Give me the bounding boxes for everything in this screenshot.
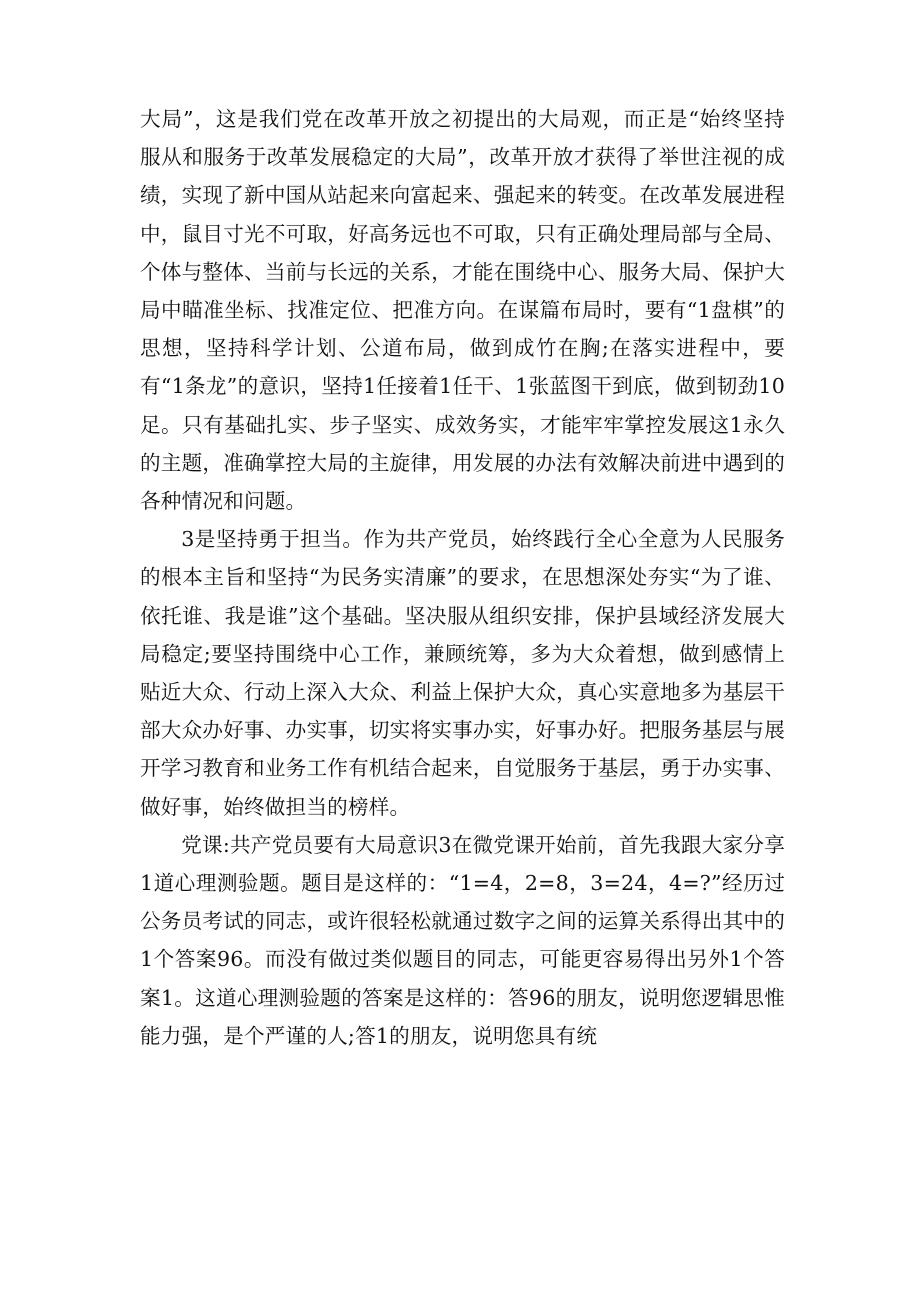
paragraph-take-responsibility: 3是坚持勇于担当。作为共产党员，始终践行全心全意为人民服务的根本主旨和坚持“为民务实清廉”的要求，在思想深处夯实“为了谁、依托谁、我是谁”这个基础。坚决服从组织安排，保护县域经济发展大局稳定;要坚持围绕中心工作，兼顾统筹，多为大众着想，做到感情上贴近大众、行动上深入大众、利益上保护大众，真心实意地多为基层干部大众办好事、办实事，切实将实事办实，好事办好。把服务基层与展开学习教育和业务工作有机结合起来，自觉服务于基层，勇于办实事、做好事，始终做担当的榜样。 (140, 527, 785, 819)
paragraph-party-lesson: 党课:共产党员要有大局意识3在微党课开始前，首先我跟大家分享1道心理测验题。题目是这样的：“1=4，2=8，3=24，4=?”经历过公务员考试的同志，或许很轻松就通过数字之间的运算关系得出其中的1个答案96。而没有做过类似题目的同志，可能更容易得出另外1个答案1。这道心理测验题的答案是这样的：答96的朋友，说明您逻辑思惟能力强，是个严谨的人;答1的朋友，说明您具有统 (140, 832, 785, 1048)
paragraph-continuation: 大局”，这是我们党在改革开放之初提出的大局观，而正是“始终坚持服从和服务于改革发展稳定的大局”，改革开放才获得了举世注视的成绩，实现了新中国从站起来向富起来、强起来的转变。在改革发展进程中，鼠目寸光不可取，好高务远也不可取，只有正确处理局部与全局、个体与整体、当前与长远的关系，才能在围绕中心、服务大局、保护大局中瞄准坐标、找准定位、把准方向。在谋篇布局时，要有“1盘棋”的思想，坚持科学计划、公道布局，做到成竹在胸;在落实进程中，要有“1条龙”的意识，坚持1任接着1任干、1张蓝图干到底，做到韧劲10足。只有基础扎实、步子坚实、成效务实，才能牢牢掌控发展这1永久的主题，准确掌控大局的主旋律，用发展的办法有效解决前进中遇到的各种情况和问题。 (140, 107, 785, 514)
document-body (140, 100, 785, 1055)
